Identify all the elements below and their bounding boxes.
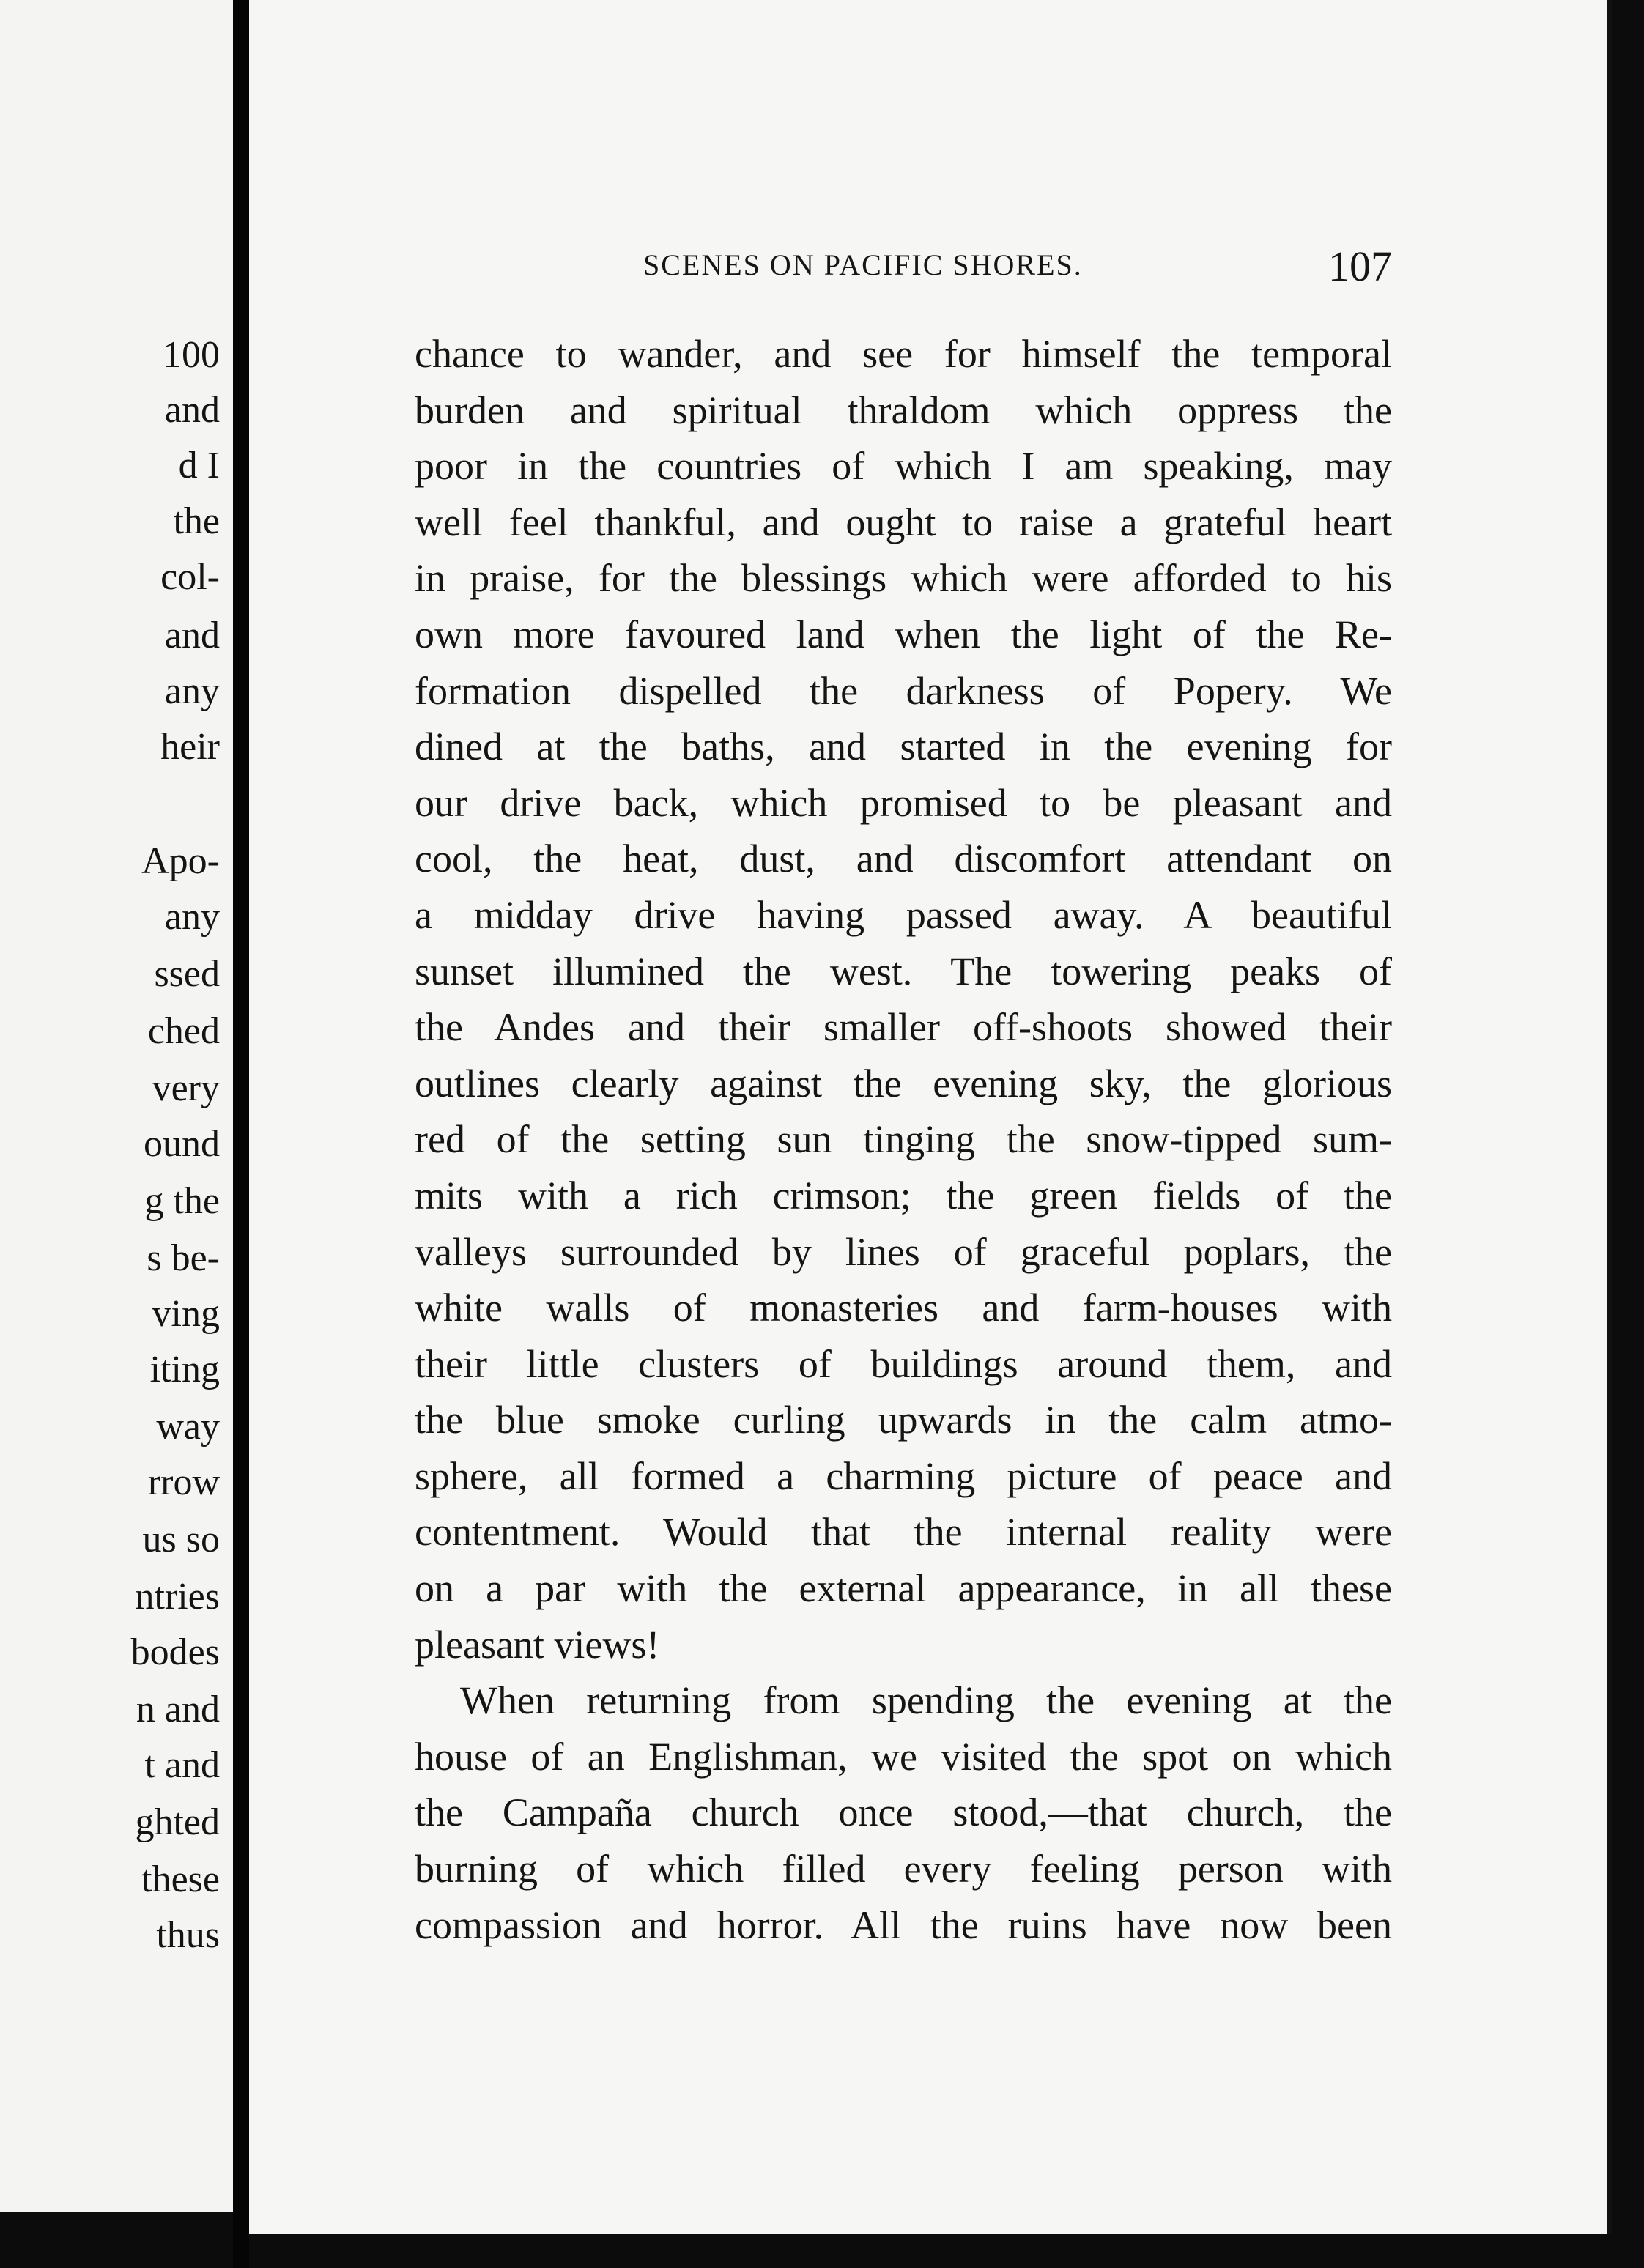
left-page-line: ghted bbox=[135, 1801, 220, 1843]
left-page-line: way bbox=[156, 1406, 220, 1448]
text-line: on a par with the external appearance, in all these bbox=[415, 1566, 1392, 1611]
left-page-line: g the bbox=[144, 1180, 220, 1222]
text-line: dined at the baths, and started in the evening for bbox=[415, 724, 1392, 769]
text-line: our drive back, which promised to be pleasant and bbox=[415, 780, 1392, 825]
left-page-line: ntries bbox=[135, 1576, 220, 1617]
left-page-line: and bbox=[164, 389, 220, 431]
text-line: the Campaña church once stood,—that church, the bbox=[415, 1790, 1392, 1835]
left-page-line: ched bbox=[147, 1010, 220, 1052]
left-page-line: thus bbox=[156, 1914, 220, 1956]
left-page-line: ound bbox=[144, 1123, 220, 1165]
page-number: 107 bbox=[1328, 242, 1392, 290]
text-line: burden and spiritual thraldom which oppress the bbox=[415, 388, 1392, 432]
page-header bbox=[394, 242, 1392, 293]
text-line: pleasant views! bbox=[415, 1622, 660, 1667]
text-line: sunset illumined the west. The towering peaks of bbox=[415, 949, 1392, 993]
text-line: burning of which filled every feeling person with bbox=[415, 1847, 1392, 1891]
left-page-line: t and bbox=[144, 1744, 220, 1786]
left-page-line: ving bbox=[152, 1293, 220, 1335]
left-page-line: Apo- bbox=[141, 840, 220, 882]
left-page-line: any bbox=[164, 896, 220, 938]
text-line: the Andes and their smaller off-shoots showed their bbox=[415, 1005, 1392, 1050]
left-page-line: any bbox=[164, 670, 220, 712]
left-page-line: n and bbox=[136, 1689, 220, 1730]
running-head: SCENES ON PACIFIC SHORES. bbox=[643, 248, 1083, 281]
text-line: red of the setting sun tinging the snow-tipped sum- bbox=[415, 1117, 1392, 1162]
text-line: white walls of monasteries and farm-houses with bbox=[415, 1286, 1392, 1330]
text-line: own more favoured land when the light of the Re- bbox=[415, 612, 1392, 656]
text-line: their little clusters of buildings around them, and bbox=[415, 1341, 1392, 1386]
text-line: chance to wander, and see for himself the temporal bbox=[415, 332, 1392, 376]
text-line: in praise, for the blessings which were afforded to his bbox=[415, 556, 1392, 601]
left-page-line: us so bbox=[142, 1519, 220, 1560]
text-line: formation dispelled the darkness of Popery. We bbox=[415, 668, 1392, 713]
text-line: poor in the countries of which I am speaking, may bbox=[415, 444, 1392, 489]
body-text bbox=[415, 326, 1392, 1953]
text-line: mits with a rich crimson; the green fields of the bbox=[415, 1173, 1392, 1218]
text-line: sphere, all formed a charming picture of peace and bbox=[415, 1453, 1392, 1498]
text-line: compassion and horror. All the ruins have now been bbox=[415, 1902, 1392, 1947]
left-page-line: heir bbox=[160, 726, 220, 768]
left-page-line: d I bbox=[178, 445, 220, 486]
left-page-fragment bbox=[0, 0, 233, 2212]
left-page-line: bodes bbox=[130, 1631, 220, 1673]
paragraph bbox=[415, 326, 1392, 1672]
page-edge-line bbox=[1607, 0, 1612, 2234]
text-line: When returning from spending the evening at the bbox=[460, 1678, 1392, 1723]
text-line: cool, the heat, dust, and discomfort attendant on bbox=[415, 837, 1392, 881]
left-page-line: iting bbox=[149, 1349, 220, 1390]
left-page-line: the bbox=[173, 500, 220, 542]
text-line: a midday drive having passed away. A beautiful bbox=[415, 892, 1392, 937]
text-line: contentment. Would that the internal reality were bbox=[415, 1510, 1392, 1554]
text-line: valleys surrounded by lines of graceful poplars, the bbox=[415, 1229, 1392, 1274]
left-page-line: ssed bbox=[154, 953, 220, 995]
left-page-line: these bbox=[141, 1858, 220, 1900]
left-page-line: 100 bbox=[163, 334, 220, 376]
text-line: the blue smoke curling upwards in the calm atmo- bbox=[415, 1398, 1392, 1442]
text-line: outlines clearly against the evening sky, the glorious bbox=[415, 1061, 1392, 1105]
book-gutter bbox=[233, 0, 249, 2268]
left-page-line: very bbox=[152, 1067, 220, 1109]
left-page-line: rrow bbox=[147, 1461, 220, 1503]
left-page-line: and bbox=[164, 615, 220, 656]
text-line: well feel thankful, and ought to raise a grateful heart bbox=[415, 500, 1392, 544]
text-line: house of an Englishman, we visited the spot on which bbox=[415, 1734, 1392, 1779]
left-page-line: col- bbox=[160, 556, 220, 598]
paragraph bbox=[415, 1672, 1392, 1953]
left-page-line: s be- bbox=[147, 1237, 220, 1279]
